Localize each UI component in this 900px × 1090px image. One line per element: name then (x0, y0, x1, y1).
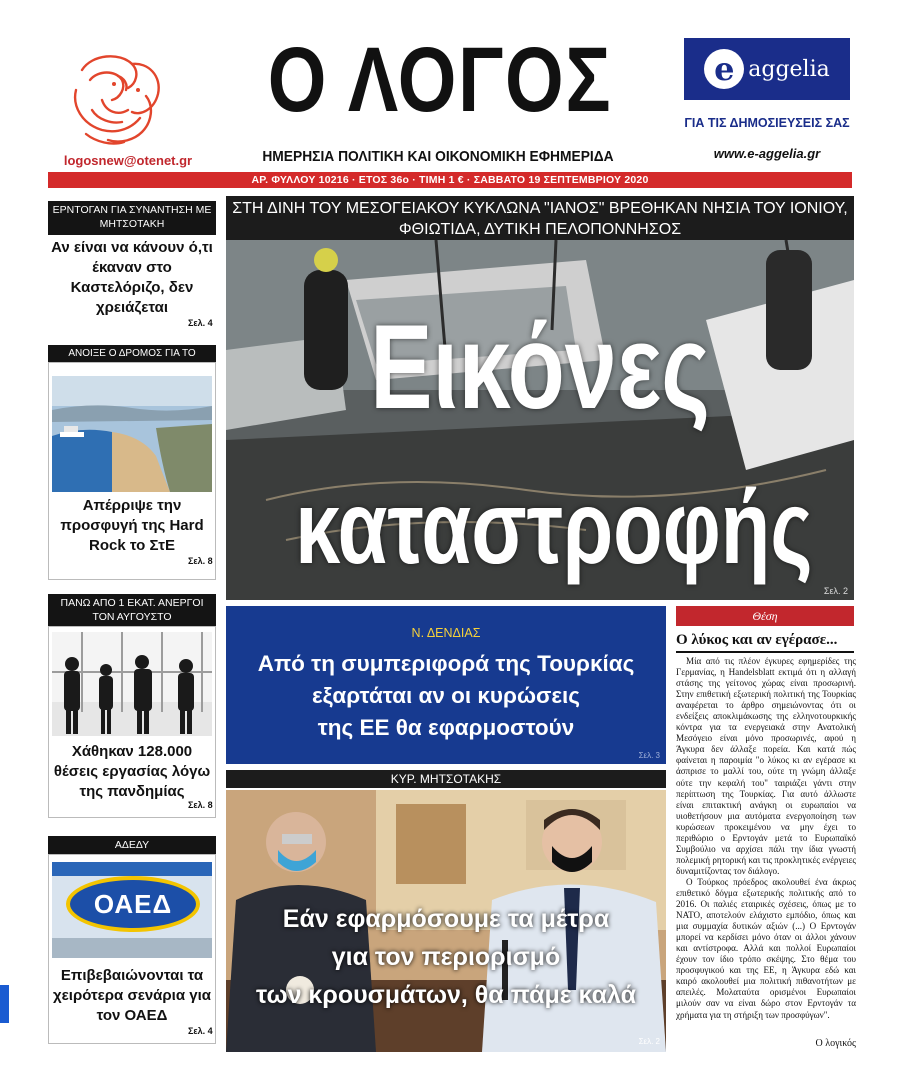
mitsotakis-label: ΚΥΡ. ΜΗΤΣΟΤΑΚΗΣ (226, 770, 666, 788)
sidebar-3-title[interactable]: Χάθηκαν 128.000 θέσεις εργασίας λόγω της πανδημίας (53, 743, 211, 800)
dendias-page: Σελ. 3 (638, 751, 660, 760)
opinion-signature: Ο λογικός (815, 1038, 856, 1049)
dendias-line3: της ΕΕ θα εφαρμοστούν (317, 715, 575, 740)
lead-headline-line1[interactable]: Εικόνες (370, 300, 710, 434)
mitsotakis-line1: Εάν εφαρμόσουμε τα μέτρα (282, 905, 610, 933)
dendias-line2: εξαρτάται αν οι κυρώσεις (312, 683, 580, 708)
masthead-logo-illustration (62, 50, 174, 148)
mitsotakis-page: Σελ. 2 (638, 1037, 660, 1046)
ad-tagline: ΓΙΑ ΤΙΣ ΔΗΜΟΣΙΕΥΣΕΙΣ ΣΑΣ (684, 116, 850, 130)
dendias-story[interactable] (226, 606, 666, 764)
opinion-paragraph: Ο Τούρκος πρόεδρος ακολουθεί ένα άκρως επιθετικό δόγμα εξωτερικής πολιτικής από το 2016. Οι παλιές εταιρικές σχέσεις, όπως με το ΝΑΤΟ, αποτελούν ελάχιστο εμπόδιο, όπως και μια συμμαχία δυτικών αξιών (...) Ο Ερντογάν μπορεί να κερδίσει μόνο όταν οι άλλοι χάνουν και αντίστροφα. Αλλά και πολλοί Ευρωπαίοι έχουν τον ίδιο τρόπο σκέψης. Στο θέμα του προσφυγικού και της ΕΕ, η Άγκυρα εδώ και καιρό ακολουθεί μια πολιτική πιθανοτήτων με απειλές. Μολαταύτα ορισμένοι Ευρωπαίοι μιλούν σαν να είναι δώρο στον Ερντογάν τα χρήματα για τη στήριξη των προσφύγων". (676, 876, 856, 1020)
sidebar-4-title[interactable]: Επιβεβαιώνονται τα χειρότερα σενάρια για τον ΟΑΕΔ (53, 967, 211, 1024)
sidebar-4-page: Σελ. 4 (188, 1026, 213, 1036)
dendias-label: Ν. ΔΕΝΔΙΑΣ (411, 626, 481, 640)
sidebar-4-label: ΑΔΕΔΥ (48, 836, 216, 854)
newspaper-title: Ο ΛΟΓΟΣ (267, 29, 613, 131)
edge-marker (0, 985, 9, 1023)
opinion-label: Θέση (676, 606, 854, 626)
mitsotakis-line2: για τον περιορισμό (331, 943, 561, 971)
lead-kicker: ΣΤΗ ΔΙΝΗ ΤΟΥ ΜΕΣΟΓΕΙΑΚΟΥ ΚΥΚΛΩΝΑ "ΙΑΝΟΣ" ΒΡΕΘΗΚΑΝ ΝΗΣΙΑ ΤΟΥ ΙΟΝΙΟΥ, ΦΘΙΩΤΙΔΑ, ΔΥΤΙΚΗ ΠΕΛΟΠΟΝΝΗΣΟΣ (226, 196, 854, 240)
sidebar-3-photo (52, 632, 212, 736)
sidebar-4-photo (52, 862, 212, 958)
mitsotakis-quote (226, 900, 666, 1014)
issue-info: ΑΡ. ΦΥΛΛΟΥ 10216 · ΕΤΟΣ 36ο · ΤΙΜΗ 1 € · ΣΑΒΒΑΤΟ 19 ΣΕΠΤΕΜΒΡΙΟΥ 2020 (251, 174, 649, 186)
sidebar-2-photo (52, 376, 212, 492)
sidebar-1-title[interactable]: Αν είναι να κάνουν ό,τι έκαναν στο Καστελόριζο, δεν χρειάζεται (51, 239, 213, 316)
mitsotakis-photo[interactable] (226, 790, 666, 1052)
opinion-divider (676, 651, 854, 653)
lead-photo (226, 240, 854, 600)
lead-page: Σελ. 2 (823, 586, 848, 596)
opinion-title[interactable]: Ο λύκος και αν εγέρασε... (676, 632, 838, 648)
issue-bar (48, 172, 852, 188)
sidebar-3-page: Σελ. 8 (188, 800, 213, 810)
sidebar-2-title[interactable]: Απέρριψε την προσφυγή της Hard Rock το ΣτΕ (60, 497, 204, 554)
eaggelia-ad-logo[interactable] (684, 38, 850, 100)
eaggelia-brand-word: aggelia (748, 56, 830, 82)
sidebar-2-page: Σελ. 8 (188, 556, 213, 566)
contact-email[interactable]: logosnew@otenet.gr (63, 153, 193, 168)
ad-url-link[interactable]: www.e-aggelia.gr (713, 146, 821, 161)
dendias-line1: Από τη συμπεριφορά της Τουρκίας (257, 651, 635, 676)
lead-headline-line2[interactable]: καταστροφής (295, 470, 813, 586)
opinion-paragraph: Μία από τις πλέον έγκυρες εφημερίδες της Γερμανίας, η Handelsblatt εκτιμά ότι η αλλαγή στάσης της γείτονος χώρας είναι προσωρινή. Στην επιθετική εξωτερική πολιτική της Τουρκίας αναφέρεται το άρθρο σημειώνοντας ότι οι ενδείξεις αποκλιμάκωσης της ελληνοτουρκικής κόντρα για τα ενεργειακά στην Ανατολική Μεσόγειο είναι μόνο προσωρινές, αφού η Άγκυρα δεν άλλαξε πορεία. Και κατά πώς φαίνεται η παροιμία "ο λύκος κι αν εγέρασε κι άσπρισε το μαλλί του, ούτε τη γνώμη άλλαξε ούτε την κεφαλή του" ταιριάζει γάντι στην περίπτωση της Τουρκίας. Για αυτό άλλωστε είναι επιτακτική ανάγκη οι ευρωπαίοι να υιοθετήσουν μια αυτόματα ενεργοποίηση των κυρώσεων προκειμένου να μην έχει το περιθώριο ο Ερντογάν μετά το Ευρωπαϊκό Συμβούλιο να αρχίσει πάλι την ίδια γνωστή πολεμική ρητορική και τις προκλητικές ενέργειες δυναμιτίζοντας τον διάλογο. (676, 656, 856, 876)
newspaper-subtitle: ΗΜΕΡΗΣΙΑ ΠΟΛΙΤΙΚΗ ΚΑΙ ΟΙΚΟΝΟΜΙΚΗ ΕΦΗΜΕΡΙΔΑ (262, 148, 614, 165)
eaggelia-e-icon: e (704, 49, 744, 89)
sidebar-1-page: Σελ. 4 (188, 318, 213, 328)
sidebar-1-label: ΕΡΝΤΟΓΑΝ ΓΙΑ ΣΥΝΑΝΤΗΣΗ ΜΕ ΜΗΤΣΟΤΑΚΗ (48, 201, 216, 235)
opinion-body (676, 656, 856, 1021)
oaed-logo-text: ΟΑΕΔ (93, 888, 173, 919)
sidebar-3-label: ΠΑΝΩ ΑΠΟ 1 ΕΚΑΤ. ΑΝΕΡΓΟΙ ΤΟΝ ΑΥΓΟΥΣΤΟ (48, 594, 216, 626)
sidebar-2-label: ΑΝΟΙΞΕ Ο ΔΡΟΜΟΣ ΓΙΑ ΤΟ ΚΑΖΙΝΟ (48, 345, 216, 362)
mitsotakis-line3: των κρουσμάτων, θα πάμε καλά (256, 981, 636, 1009)
